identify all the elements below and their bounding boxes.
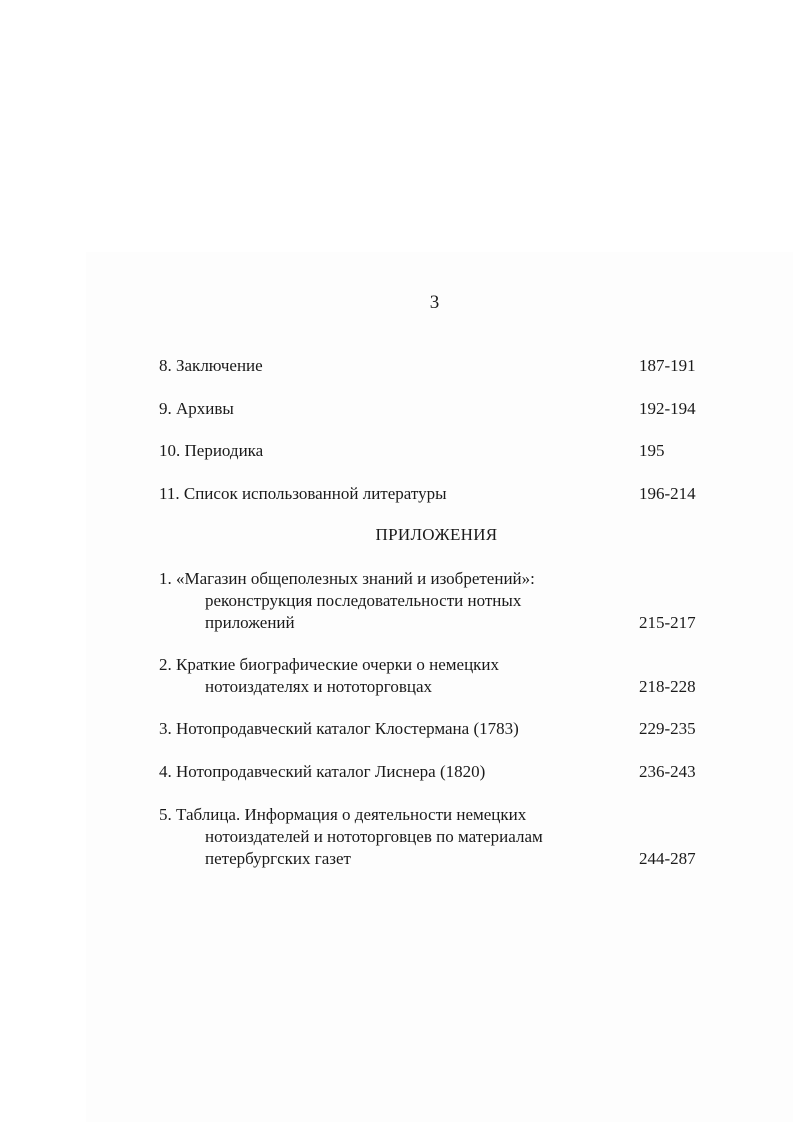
- toc-entry-title: 11. Список использованной литературы: [159, 484, 447, 503]
- appendix-entry-pages: 229-235: [639, 719, 696, 738]
- toc-entry-pages: 195: [639, 441, 665, 460]
- toc-entry-title: 9. Архивы: [159, 399, 234, 418]
- appendix-entry-pages: 236-243: [639, 762, 696, 781]
- appendix-entry: [159, 568, 719, 634]
- toc-entry: [159, 398, 719, 420]
- toc-entry-title: 8. Заключение: [159, 356, 263, 375]
- appendix-entry-line: реконструкция последовательности нотных: [205, 591, 522, 610]
- appendix-entry-line: нотоиздателей и нототорговцев по материалам: [205, 827, 543, 846]
- appendix-entry-line: 5. Таблица. Информация о деятельности немецких: [159, 805, 527, 824]
- appendix-entry-line: петербургских газет: [205, 849, 351, 868]
- appendix-entry-line: 2. Краткие биографические очерки о немецких: [159, 655, 500, 674]
- toc-entry: [159, 440, 719, 462]
- toc-entry: [159, 355, 719, 377]
- appendix-entry-line: 3. Нотопродавческий каталог Клостермана (1783): [159, 719, 519, 738]
- toc-entry-pages: 196-214: [639, 484, 696, 503]
- toc-entry-title: 10. Периодика: [159, 441, 264, 460]
- appendix-entry-line: приложений: [205, 613, 295, 632]
- appendix-entry: [159, 761, 719, 783]
- page-number: 3: [429, 292, 440, 313]
- appendix-entry-line: 4. Нотопродавческий каталог Лиснера (1820): [159, 762, 486, 781]
- appendix-heading: ПРИЛОЖЕНИЯ: [375, 525, 498, 544]
- appendix-entry-line: нотоиздателях и нототорговцах: [205, 677, 432, 696]
- appendix-entry: [159, 718, 719, 740]
- toc-entry: [159, 483, 719, 505]
- appendix-entry-pages: 218-228: [639, 677, 696, 696]
- toc-entry-pages: 192-194: [639, 399, 696, 418]
- appendix-entry-pages: 244-287: [639, 849, 696, 868]
- appendix-entry-line: 1. «Магазин общеполезных знаний и изобретений»:: [159, 569, 535, 588]
- toc-entry-pages: 187-191: [639, 356, 696, 375]
- appendix-entry-pages: 215-217: [639, 613, 696, 632]
- appendix-entry: [159, 654, 719, 698]
- appendix-entry: [159, 804, 719, 870]
